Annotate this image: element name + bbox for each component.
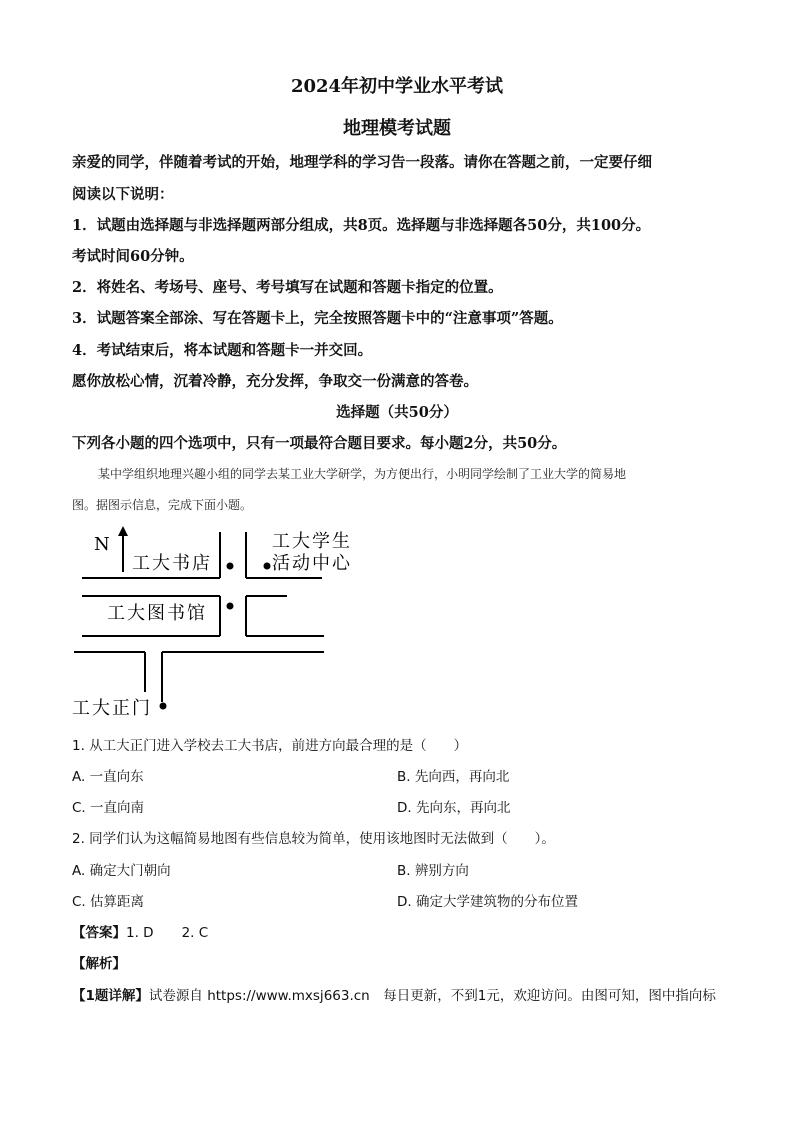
intro-line-2: 阅读以下说明：: [72, 186, 174, 203]
exam-title: 2024年初中学业水平考试: [290, 76, 504, 97]
section-directions: 下列各小题的四个选项中，只有一项最符合题目要求。每小题2分，共50分。: [72, 435, 567, 452]
main-gate-marker: [160, 703, 167, 710]
library-marker: [227, 603, 234, 610]
instruction-item-1: 1．试题由选择题与非选择题两部分组成，共8页。选择题与非选择题各50分，共100分。: [72, 217, 651, 234]
student-center-marker: [264, 563, 271, 570]
student-center-label-1: 工大学生: [272, 531, 352, 552]
question-2-stem: 2. 同学们认为这幅简易地图有些信息较为简单，使用该地图时无法做到（ ）。: [72, 831, 555, 847]
answer-line: [72, 921, 208, 941]
passage-line-1: 某中学组织地理兴趣小组的同学去某工业大学研学，为方便出行，小明同学绘制了工业大学的简易地: [98, 467, 627, 481]
question-2-option-d: D. 确定大学建筑物的分布位置: [397, 894, 578, 910]
section-heading: 选择题（共50分）: [336, 404, 458, 421]
north-arrow-head: [118, 526, 128, 536]
question-2-option-a: A. 确定大门朝向: [72, 863, 171, 879]
answer-tag: 【答案】: [72, 925, 126, 941]
analysis-detail: [72, 984, 716, 1004]
main-gate-label: 工大正门: [72, 698, 152, 719]
question-1-option-b: B. 先向西，再向北: [397, 769, 510, 785]
detail-text: 试卷源自 https://www.mxsj663.cn 每日更新，不到1元，欢迎访问。由图可知，图中指向标: [148, 988, 716, 1004]
bookstore-marker: [227, 563, 234, 570]
instruction-item-3: 3．试题答案全部涂、写在答题卡上，完全按照答题卡中的“注意事项”答题。: [72, 310, 563, 327]
question-2-option-c: C. 估算距离: [72, 894, 145, 910]
analysis-tag: 【解析】: [72, 956, 126, 972]
passage-line-2: 图。据图示信息，完成下面小题。: [72, 498, 253, 512]
library-label: 工大图书馆: [107, 603, 207, 624]
question-1-option-d: D. 先向东，再向北: [397, 800, 511, 816]
question-1-option-c: C. 一直向南: [72, 800, 145, 816]
student-center-label-2: 活动中心: [272, 553, 352, 574]
exam-subtitle: 地理模考试题: [343, 118, 451, 139]
north-label: N: [94, 534, 110, 555]
north-arrow: [118, 526, 128, 572]
answer-2: 2. C: [181, 925, 209, 941]
answer-1: 1. D: [126, 925, 154, 941]
instruction-item-4: 4．考试结束后，将本试题和答题卡一并交回。: [72, 342, 373, 359]
instruction-item-1-cont: 考试时间60分钟。: [72, 248, 194, 265]
intro-line-1: 亲爱的同学，伴随着考试的开始，地理学科的学习告一段落。请你在答题之前，一定要仔细: [72, 154, 652, 171]
bookstore-label: 工大书店: [132, 553, 212, 574]
question-1-option-a: A. 一直向东: [72, 769, 144, 785]
question-1-stem: 1. 从工大正门进入学校去工大书店，前进方向最合理的是（ ）: [72, 738, 468, 754]
question-2-option-b: B. 辨别方向: [397, 863, 469, 879]
instruction-item-2: 2．将姓名、考场号、座号、考号填写在试题和答题卡指定的位置。: [72, 279, 503, 296]
detail-tag: 【1题详解】: [72, 988, 149, 1004]
campus-map: [72, 522, 372, 722]
instruction-closing: 愿你放松心情，沉着冷静，充分发挥，争取交一份满意的答卷。: [72, 373, 478, 390]
